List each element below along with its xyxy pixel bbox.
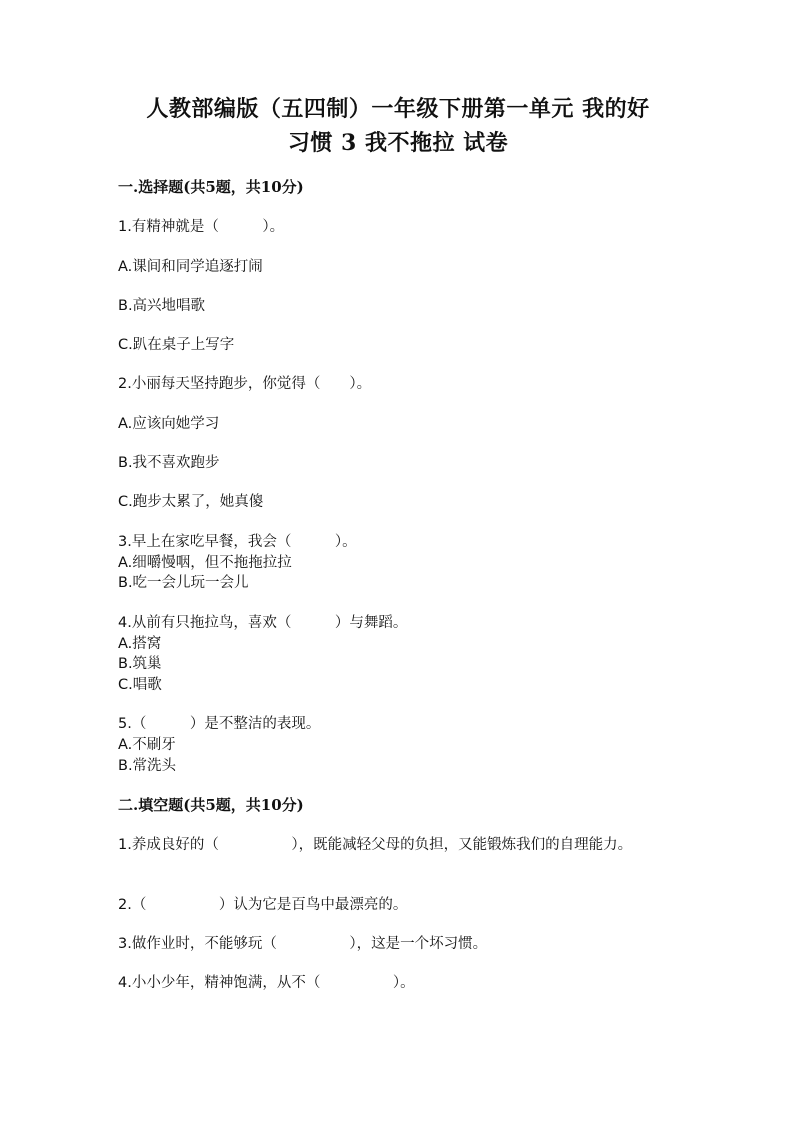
fill-question-3: 3.做作业时，不能够玩（ ），这是一个坏习惯。: [118, 936, 488, 952]
fill-question-2: 2.（ ）认为它是百鸟中最漂亮的。: [118, 897, 408, 913]
question-1-option-a: A.课间和同学追逐打闹: [118, 259, 263, 275]
question-5-stem: 5.（ ）是不整洁的表现。: [118, 716, 321, 732]
question-4-stem: 4.从前有只拖拉鸟，喜欢（ ）与舞蹈。: [118, 615, 408, 631]
question-5-option-b: B.常洗头: [118, 758, 177, 774]
section-heading-fill: 二.填空题(共5题，共10分): [118, 796, 304, 814]
question-3-option-a: A.细嚼慢咽，但不拖拖拉拉: [118, 555, 292, 571]
question-2-stem: 2.小丽每天坚持跑步，你觉得（ ）。: [118, 376, 372, 392]
question-1-stem: 1.有精神就是（ ）。: [118, 219, 285, 235]
question-5-option-a: A.不刷牙: [118, 737, 176, 753]
question-2-option-c: C.跑步太累了，她真傻: [118, 494, 264, 510]
question-4-option-a: A.搭窝: [118, 636, 162, 652]
page-title: [118, 92, 678, 160]
question-1-option-c: C.趴在桌子上写字: [118, 337, 235, 353]
question-2-option-a: A.应该向她学习: [118, 416, 220, 432]
question-3-stem: 3.早上在家吃早餐，我会（ ）。: [118, 534, 357, 550]
title-line-2: 习惯 3 我不拖拉 试卷: [287, 130, 509, 156]
fill-question-4: 4.小小少年，精神饱满，从不（ ）。: [118, 975, 415, 991]
question-3-option-b: B.吃一会儿玩一会儿: [118, 575, 249, 591]
question-4-option-b: B.筑巢: [118, 656, 162, 672]
question-1-option-b: B.高兴地唱歌: [118, 298, 206, 314]
title-line-1: 人教部编版（五四制）一年级下册第一单元 我的好: [146, 96, 650, 122]
question-2-option-b: B.我不喜欢跑步: [118, 455, 220, 471]
question-4-option-c: C.唱歌: [118, 677, 162, 693]
fill-question-1: 1.养成良好的（ ），既能减轻父母的负担，又能锻炼我们的自理能力。: [118, 837, 633, 853]
section-heading-choice: 一.选择题(共5题，共10分): [118, 178, 304, 196]
